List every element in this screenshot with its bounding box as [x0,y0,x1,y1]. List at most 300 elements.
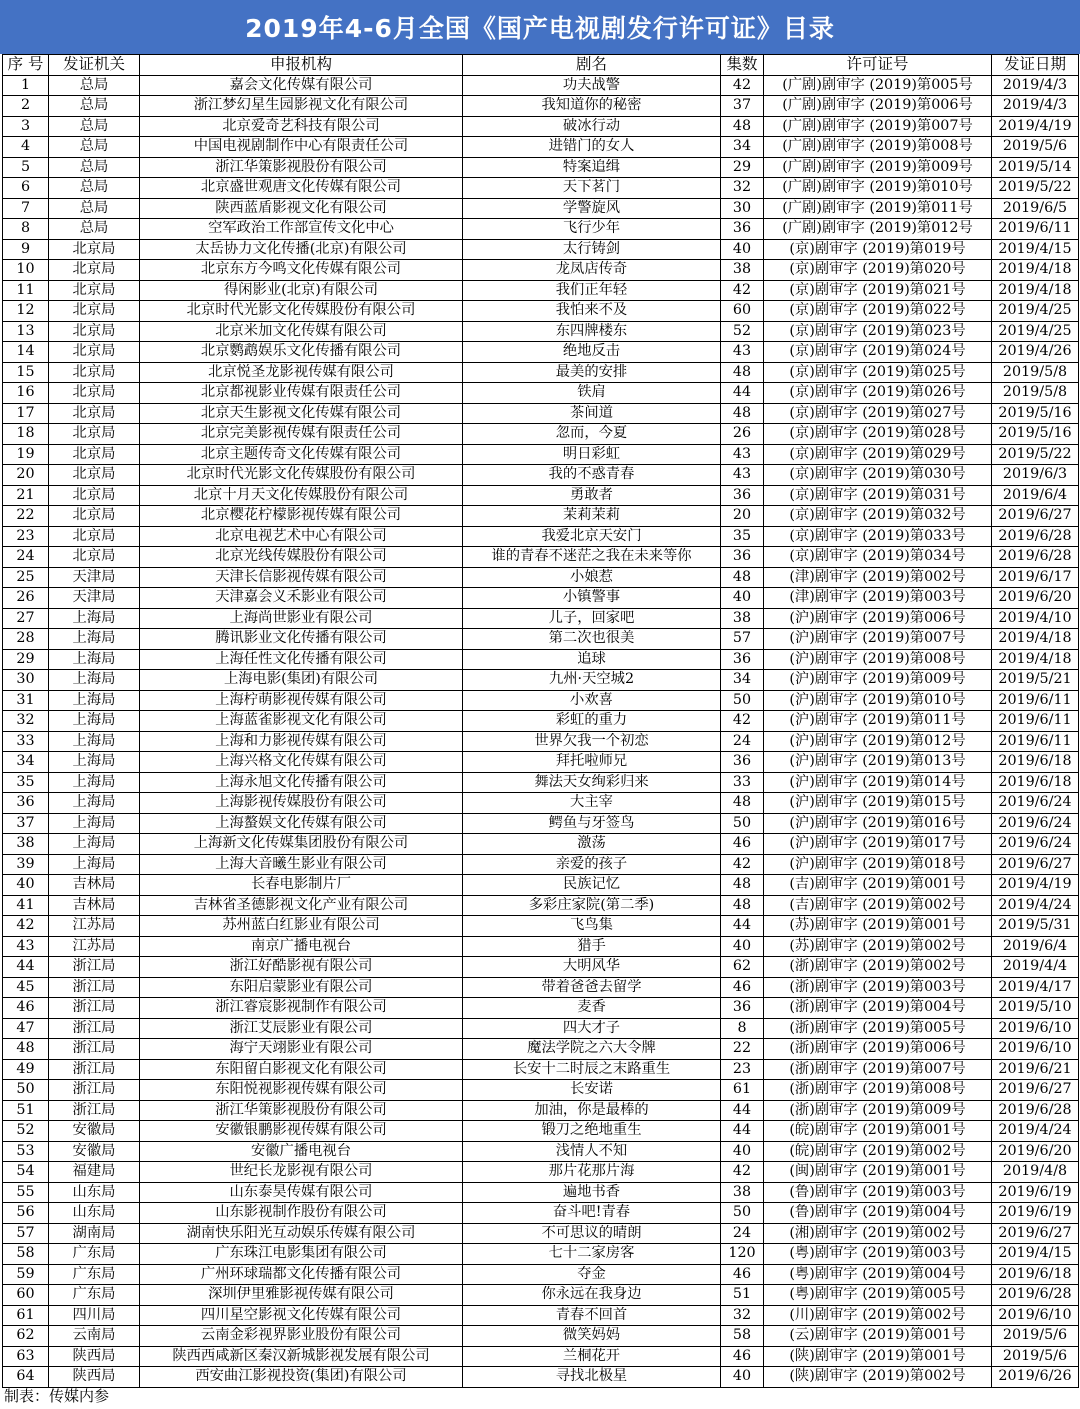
table-row [3,1346,1079,1367]
cell-org: 安徽银鹏影视传媒有限公司 [140,1121,463,1142]
cell-episodes: 52 [721,321,764,342]
cell-office: 浙江局 [49,1059,140,1080]
cell-drama: 破冰行动 [463,116,721,137]
cell-license: (京)剧审字 (2019)第030号 [764,465,992,486]
cell-office: 总局 [49,137,140,158]
cell-office: 北京局 [49,444,140,465]
cell-drama: 东四牌楼东 [463,321,721,342]
cell-episodes: 42 [721,711,764,732]
cell-license: (沪)剧审字 (2019)第006号 [764,608,992,629]
cell-license: (广剧)剧审字 (2019)第008号 [764,137,992,158]
cell-license: (沪)剧审字 (2019)第013号 [764,752,992,773]
cell-license: (广剧)剧审字 (2019)第011号 [764,198,992,219]
cell-license: (云)剧审字 (2019)第001号 [764,1326,992,1347]
cell-date: 2019/4/19 [992,116,1079,137]
cell-office: 浙江局 [49,977,140,998]
cell-date: 2019/6/27 [992,1223,1079,1244]
cell-drama: 谁的青春不迷茫之我在未来等你 [463,547,721,568]
cell-index: 14 [3,342,49,363]
cell-org: 上海和力影视传媒有限公司 [140,731,463,752]
cell-org: 上海影视传媒股份有限公司 [140,793,463,814]
cell-episodes: 48 [721,403,764,424]
cell-office: 四川局 [49,1305,140,1326]
license-table [2,54,1079,1388]
cell-index: 58 [3,1244,49,1265]
table-row [3,957,1079,978]
cell-index: 25 [3,567,49,588]
table-row [3,1018,1079,1039]
cell-index: 60 [3,1285,49,1306]
cell-license: (广剧)剧审字 (2019)第010号 [764,178,992,199]
cell-index: 8 [3,219,49,240]
table-row [3,342,1079,363]
cell-drama: 小娘惹 [463,567,721,588]
cell-office: 浙江局 [49,957,140,978]
cell-org: 太岳协力文化传播(北京)有限公司 [140,239,463,260]
table-row [3,157,1079,178]
table-row [3,608,1079,629]
cell-org: 上海蓝雀影视文化有限公司 [140,711,463,732]
cell-date: 2019/6/27 [992,506,1079,527]
cell-license: (苏)剧审字 (2019)第002号 [764,936,992,957]
cell-episodes: 36 [721,485,764,506]
cell-episodes: 38 [721,608,764,629]
table-row [3,690,1079,711]
cell-drama: 魔法学院之六大令牌 [463,1039,721,1060]
table-row [3,1100,1079,1121]
cell-drama: 大明风华 [463,957,721,978]
cell-date: 2019/6/19 [992,1182,1079,1203]
cell-episodes: 32 [721,178,764,199]
table-row [3,1203,1079,1224]
cell-org: 海宁天翊影业有限公司 [140,1039,463,1060]
cell-office: 北京局 [49,383,140,404]
cell-org: 吉林省圣德影视文化产业有限公司 [140,895,463,916]
table-row [3,567,1079,588]
cell-org: 北京米加文化传媒有限公司 [140,321,463,342]
cell-episodes: 48 [721,793,764,814]
cell-org: 嘉会文化传媒有限公司 [140,75,463,96]
cell-drama: 寻找北极星 [463,1367,721,1388]
cell-date: 2019/6/20 [992,1141,1079,1162]
cell-date: 2019/4/10 [992,608,1079,629]
cell-org: 北京天生影视文化传媒有限公司 [140,403,463,424]
cell-date: 2019/4/18 [992,649,1079,670]
cell-office: 北京局 [49,506,140,527]
table-row [3,178,1079,199]
cell-org: 中国电视剧制作中心有限责任公司 [140,137,463,158]
cell-office: 北京局 [49,547,140,568]
table-row [3,137,1079,158]
cell-org: 北京东方今鸣文化传媒有限公司 [140,260,463,281]
cell-license: (广剧)剧审字 (2019)第006号 [764,96,992,117]
cell-org: 浙江睿宸影视制作有限公司 [140,998,463,1019]
cell-org: 上海永旭文化传播有限公司 [140,772,463,793]
cell-license: (京)剧审字 (2019)第019号 [764,239,992,260]
table-header-row [3,55,1079,76]
cell-drama: 龙凤店传奇 [463,260,721,281]
table-row [3,1182,1079,1203]
cell-date: 2019/6/10 [992,1305,1079,1326]
cell-license: (粤)剧审字 (2019)第005号 [764,1285,992,1306]
table-row [3,1367,1079,1388]
cell-office: 安徽局 [49,1121,140,1142]
cell-office: 吉林局 [49,875,140,896]
cell-date: 2019/6/24 [992,834,1079,855]
cell-license: (京)剧审字 (2019)第023号 [764,321,992,342]
cell-drama: 特案追缉 [463,157,721,178]
table-row [3,1141,1079,1162]
cell-org: 北京电视艺术中心有限公司 [140,526,463,547]
cell-drama: 我知道你的秘密 [463,96,721,117]
cell-date: 2019/5/14 [992,157,1079,178]
cell-index: 30 [3,670,49,691]
cell-license: (沪)剧审字 (2019)第011号 [764,711,992,732]
cell-date: 2019/6/27 [992,854,1079,875]
cell-org: 北京完美影视传媒有限责任公司 [140,424,463,445]
cell-office: 浙江局 [49,998,140,1019]
cell-org: 长春电影制片厂 [140,875,463,896]
cell-org: 苏州蓝白红影业有限公司 [140,916,463,937]
cell-license: (广剧)剧审字 (2019)第007号 [764,116,992,137]
cell-org: 北京鹦鹉娱乐文化传播有限公司 [140,342,463,363]
cell-date: 2019/4/24 [992,895,1079,916]
cell-office: 上海局 [49,670,140,691]
cell-license: (京)剧审字 (2019)第022号 [764,301,992,322]
cell-episodes: 48 [721,875,764,896]
cell-date: 2019/4/17 [992,977,1079,998]
cell-org: 安徽广播电视台 [140,1141,463,1162]
cell-date: 2019/4/4 [992,957,1079,978]
cell-drama: 绝地反击 [463,342,721,363]
cell-date: 2019/6/28 [992,547,1079,568]
cell-license: (闽)剧审字 (2019)第001号 [764,1162,992,1183]
cell-date: 2019/4/15 [992,239,1079,260]
cell-episodes: 46 [721,834,764,855]
cell-episodes: 37 [721,96,764,117]
table-row [3,321,1079,342]
cell-date: 2019/6/24 [992,793,1079,814]
cell-drama: 最美的安排 [463,362,721,383]
cell-index: 23 [3,526,49,547]
table-row [3,403,1079,424]
cell-date: 2019/6/10 [992,1039,1079,1060]
cell-license: (京)剧审字 (2019)第028号 [764,424,992,445]
cell-office: 江苏局 [49,916,140,937]
cell-date: 2019/5/31 [992,916,1079,937]
cell-episodes: 30 [721,198,764,219]
cell-org: 上海尚世影业有限公司 [140,608,463,629]
cell-episodes: 34 [721,670,764,691]
cell-episodes: 43 [721,444,764,465]
cell-episodes: 36 [721,752,764,773]
cell-org: 北京十月天文化传媒股份有限公司 [140,485,463,506]
cell-date: 2019/4/3 [992,96,1079,117]
cell-drama: 锻刀之绝地重生 [463,1121,721,1142]
document-title: 2019年4-6月全国《国产电视剧发行许可证》目录 [0,0,1080,54]
cell-index: 53 [3,1141,49,1162]
table-row [3,1162,1079,1183]
cell-office: 上海局 [49,813,140,834]
table-row [3,895,1079,916]
cell-license: (粤)剧审字 (2019)第004号 [764,1264,992,1285]
cell-drama: 长安诺 [463,1080,721,1101]
cell-license: (苏)剧审字 (2019)第001号 [764,916,992,937]
cell-index: 36 [3,793,49,814]
cell-index: 15 [3,362,49,383]
cell-org: 东阳悦视影视传媒有限公司 [140,1080,463,1101]
cell-license: (津)剧审字 (2019)第002号 [764,567,992,588]
cell-index: 26 [3,588,49,609]
cell-date: 2019/4/18 [992,280,1079,301]
cell-office: 天津局 [49,588,140,609]
cell-license: (陕)剧审字 (2019)第001号 [764,1346,992,1367]
cell-license: (京)剧审字 (2019)第033号 [764,526,992,547]
cell-org: 广州环球瑞都文化传播有限公司 [140,1264,463,1285]
cell-episodes: 42 [721,854,764,875]
cell-episodes: 36 [721,547,764,568]
cell-org: 山东泰昊传媒有限公司 [140,1182,463,1203]
table-row [3,444,1079,465]
cell-date: 2019/4/26 [992,342,1079,363]
table-row [3,1264,1079,1285]
cell-license: (广剧)剧审字 (2019)第005号 [764,75,992,96]
cell-index: 44 [3,957,49,978]
cell-org: 深圳伊里雅影视传媒有限公司 [140,1285,463,1306]
header-date: 发证日期 [992,55,1079,76]
cell-license: (京)剧审字 (2019)第034号 [764,547,992,568]
cell-index: 64 [3,1367,49,1388]
cell-office: 天津局 [49,567,140,588]
cell-index: 3 [3,116,49,137]
cell-drama: 追球 [463,649,721,670]
cell-license: (吉)剧审字 (2019)第001号 [764,875,992,896]
header-index: 序 号 [3,55,49,76]
cell-license: (京)剧审字 (2019)第024号 [764,342,992,363]
cell-episodes: 8 [721,1018,764,1039]
cell-office: 上海局 [49,834,140,855]
cell-office: 上海局 [49,629,140,650]
table-row [3,465,1079,486]
table-row [3,998,1079,1019]
cell-office: 福建局 [49,1162,140,1183]
cell-episodes: 22 [721,1039,764,1060]
cell-office: 北京局 [49,424,140,445]
cell-drama: 我们正年轻 [463,280,721,301]
cell-office: 吉林局 [49,895,140,916]
cell-index: 33 [3,731,49,752]
cell-episodes: 24 [721,731,764,752]
cell-episodes: 40 [721,588,764,609]
footer-note: 制表：传媒内参 [4,1387,110,1405]
cell-org: 空军政治工作部宣传文化中心 [140,219,463,240]
cell-office: 北京局 [49,301,140,322]
table-row [3,1326,1079,1347]
cell-license: (陕)剧审字 (2019)第002号 [764,1367,992,1388]
cell-date: 2019/4/15 [992,1244,1079,1265]
cell-org: 腾讯影业文化传播有限公司 [140,629,463,650]
cell-office: 北京局 [49,321,140,342]
cell-office: 安徽局 [49,1141,140,1162]
cell-org: 北京盛世观唐文化传媒有限公司 [140,178,463,199]
cell-license: (鲁)剧审字 (2019)第003号 [764,1182,992,1203]
table-row [3,1059,1079,1080]
cell-license: (沪)剧审字 (2019)第014号 [764,772,992,793]
table-row [3,116,1079,137]
cell-index: 43 [3,936,49,957]
cell-index: 19 [3,444,49,465]
cell-episodes: 36 [721,649,764,670]
cell-index: 41 [3,895,49,916]
cell-date: 2019/5/16 [992,403,1079,424]
cell-episodes: 46 [721,977,764,998]
cell-index: 48 [3,1039,49,1060]
cell-episodes: 58 [721,1326,764,1347]
cell-drama: 夺金 [463,1264,721,1285]
cell-drama: 鳄鱼与牙签鸟 [463,813,721,834]
cell-org: 上海新文化传媒集团股份有限公司 [140,834,463,855]
cell-date: 2019/6/28 [992,1285,1079,1306]
cell-drama: 彩虹的重力 [463,711,721,732]
cell-date: 2019/6/27 [992,1080,1079,1101]
cell-office: 总局 [49,198,140,219]
cell-office: 北京局 [49,239,140,260]
cell-index: 7 [3,198,49,219]
cell-index: 59 [3,1264,49,1285]
cell-org: 浙江梦幻星生园影视文化有限公司 [140,96,463,117]
cell-episodes: 51 [721,1285,764,1306]
cell-index: 16 [3,383,49,404]
cell-license: (沪)剧审字 (2019)第007号 [764,629,992,650]
cell-date: 2019/5/22 [992,178,1079,199]
cell-license: (京)剧审字 (2019)第026号 [764,383,992,404]
cell-office: 浙江局 [49,1100,140,1121]
cell-license: (京)剧审字 (2019)第032号 [764,506,992,527]
cell-office: 上海局 [49,690,140,711]
cell-episodes: 50 [721,1203,764,1224]
cell-date: 2019/5/6 [992,137,1079,158]
cell-episodes: 43 [721,342,764,363]
cell-episodes: 46 [721,1346,764,1367]
cell-drama: 拜托啦师兄 [463,752,721,773]
cell-date: 2019/4/24 [992,1121,1079,1142]
cell-license: (皖)剧审字 (2019)第002号 [764,1141,992,1162]
cell-org: 天津长信影视传媒有限公司 [140,567,463,588]
cell-episodes: 33 [721,772,764,793]
cell-license: (吉)剧审字 (2019)第002号 [764,895,992,916]
table-row [3,1121,1079,1142]
cell-office: 广东局 [49,1285,140,1306]
cell-license: (浙)剧审字 (2019)第005号 [764,1018,992,1039]
cell-date: 2019/6/4 [992,936,1079,957]
cell-license: (沪)剧审字 (2019)第012号 [764,731,992,752]
cell-license: (津)剧审字 (2019)第003号 [764,588,992,609]
cell-date: 2019/6/20 [992,588,1079,609]
cell-episodes: 46 [721,1264,764,1285]
cell-license: (沪)剧审字 (2019)第017号 [764,834,992,855]
table-row [3,731,1079,752]
cell-index: 37 [3,813,49,834]
cell-drama: 激荡 [463,834,721,855]
cell-episodes: 38 [721,1182,764,1203]
cell-episodes: 48 [721,116,764,137]
cell-drama: 多彩庄家院(第二季) [463,895,721,916]
cell-drama: 功夫战警 [463,75,721,96]
cell-org: 浙江华策影视股份有限公司 [140,157,463,178]
cell-episodes: 48 [721,895,764,916]
cell-drama: 麦香 [463,998,721,1019]
cell-license: (浙)剧审字 (2019)第006号 [764,1039,992,1060]
cell-drama: 忽而，今夏 [463,424,721,445]
cell-index: 61 [3,1305,49,1326]
cell-date: 2019/4/25 [992,301,1079,322]
cell-org: 北京时代光影文化传媒股份有限公司 [140,301,463,322]
cell-drama: 飞行少年 [463,219,721,240]
cell-drama: 长安十二时辰之末路重生 [463,1059,721,1080]
table-row [3,219,1079,240]
cell-date: 2019/6/5 [992,198,1079,219]
cell-drama: 兰桐花开 [463,1346,721,1367]
cell-license: (浙)剧审字 (2019)第008号 [764,1080,992,1101]
cell-date: 2019/4/25 [992,321,1079,342]
cell-episodes: 40 [721,1141,764,1162]
cell-episodes: 50 [721,690,764,711]
header-episodes: 集数 [721,55,764,76]
cell-office: 湖南局 [49,1223,140,1244]
cell-index: 6 [3,178,49,199]
cell-episodes: 48 [721,567,764,588]
cell-license: (京)剧审字 (2019)第029号 [764,444,992,465]
cell-drama: 九州·天空城2 [463,670,721,691]
cell-date: 2019/6/17 [992,567,1079,588]
header-org: 申报机构 [140,55,463,76]
cell-index: 56 [3,1203,49,1224]
cell-date: 2019/6/21 [992,1059,1079,1080]
table-row [3,793,1079,814]
cell-office: 总局 [49,219,140,240]
cell-drama: 勇敢者 [463,485,721,506]
cell-date: 2019/5/8 [992,383,1079,404]
cell-org: 北京主题传奇文化传媒有限公司 [140,444,463,465]
cell-index: 28 [3,629,49,650]
cell-office: 总局 [49,178,140,199]
cell-office: 上海局 [49,731,140,752]
cell-date: 2019/4/3 [992,75,1079,96]
cell-org: 得闲影业(北京)有限公司 [140,280,463,301]
cell-office: 山东局 [49,1182,140,1203]
cell-office: 上海局 [49,711,140,732]
cell-index: 22 [3,506,49,527]
cell-org: 北京都视影业传媒有限责任公司 [140,383,463,404]
cell-date: 2019/6/18 [992,1264,1079,1285]
table-row [3,485,1079,506]
cell-license: (广剧)剧审字 (2019)第012号 [764,219,992,240]
cell-index: 31 [3,690,49,711]
cell-org: 北京悦圣龙影视传媒有限公司 [140,362,463,383]
table-row [3,649,1079,670]
cell-index: 11 [3,280,49,301]
table-row [3,1223,1079,1244]
cell-office: 总局 [49,96,140,117]
cell-date: 2019/5/10 [992,998,1079,1019]
cell-office: 北京局 [49,342,140,363]
table-row [3,1080,1079,1101]
cell-date: 2019/5/8 [992,362,1079,383]
cell-episodes: 42 [721,75,764,96]
cell-org: 东阳留白影视文化有限公司 [140,1059,463,1080]
cell-drama: 小欢喜 [463,690,721,711]
cell-date: 2019/4/18 [992,629,1079,650]
